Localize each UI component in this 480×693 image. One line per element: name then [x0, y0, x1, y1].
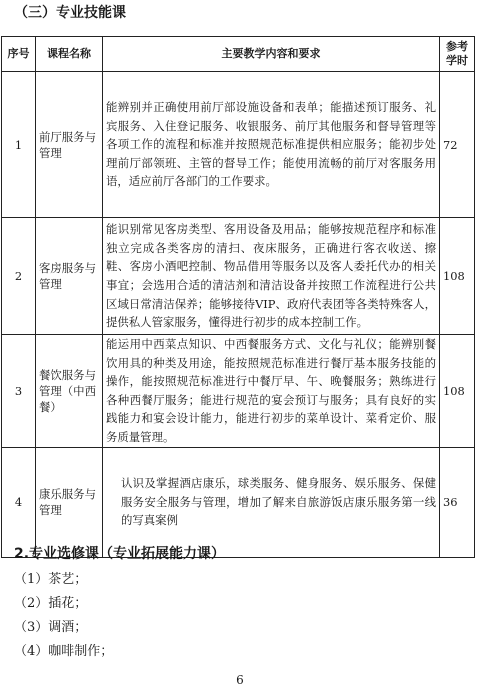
course-hours: 108 — [440, 218, 475, 335]
course-content: 能运用中西菜点知识、中西餐服务方式、文化与礼仪；能辨别餐饮用具的种类及用途，能按照规范标准进行餐厅基本服务技能的操作，能按照规范标准进行中餐厅早、午、晚餐服务；熟练进行各种西餐厅服务；能进行规范的宴会预订与服务；具有良好的实践能力和宴会设计能力，能进行初步的菜单设计、菜肴定价、服务质量管理。 — [103, 335, 440, 448]
list-item: （4）咖啡制作； — [14, 644, 114, 659]
course-name: 康乐服务与管理 — [36, 447, 103, 557]
elective-list — [14, 568, 113, 664]
course-table — [1, 36, 475, 558]
table-row — [2, 335, 475, 448]
course-hours: 72 — [440, 72, 475, 218]
col-header-name: 课程名称 — [36, 37, 103, 72]
row-number: 1 — [2, 72, 36, 218]
col-header-hours-line1: 参考 — [446, 40, 468, 53]
row-number: 2 — [2, 218, 36, 335]
col-header-hours-line2: 学时 — [446, 54, 468, 67]
list-item: （2）插花； — [14, 596, 88, 611]
list-item: （3）调酒； — [14, 620, 88, 635]
list-item: （1）茶艺； — [14, 572, 88, 587]
course-content: 能辨别并正确使用前厅部设施设备和表单；能描述预订服务、礼宾服务、入住登记服务、收银服务、前厅其他服务和督导管理等各项工作的流程和标准并按照规范标准提供相应服务；能初步处理前厅部领班、主管的督导工作；能使用流畅的前厅对客服务用语，适应前厅各部门的工作要求。 — [103, 72, 440, 218]
row-number: 4 — [2, 447, 36, 557]
course-name: 前厅服务与管理 — [36, 72, 103, 218]
section2-heading: 2.专业选修课（专业拓展能力课） — [14, 546, 226, 562]
table-row — [2, 72, 475, 218]
table-header-row — [2, 37, 475, 72]
course-content: 认识及掌握酒店康乐，球类服务、健身服务、娱乐服务、保健服务安全服务与管理，增加了解来自旅游饭店康乐服务第一线的写真案例 — [103, 447, 440, 557]
page-number: 6 — [236, 673, 244, 687]
course-content: 能识别常见客房类型、客用设备及用品；能够按规范程序和标准独立完成各类客房的清扫、夜床服务，正确进行客衣收送、擦鞋、客房小酒吧控制、物品借用等服务以及客人委托代办的相关事宜；会选用合适的清洁剂和清洁设备并按照工作流程进行公共区域日常清洁保养；能够接待VIP、政府代表团等各类特殊客人，提供私人管家服务，懂得进行初步的成本控制工作。 — [103, 218, 440, 335]
col-header-content: 主要教学内容和要求 — [103, 37, 440, 72]
row-number: 3 — [2, 335, 36, 448]
course-hours: 36 — [440, 447, 475, 557]
course-name: 餐饮服务与管理（中西餐） — [36, 335, 103, 448]
col-header-no: 序号 — [2, 37, 36, 72]
section-heading: （三）专业技能课 — [14, 5, 126, 21]
course-name: 客房服务与管理 — [36, 218, 103, 335]
table-row — [2, 447, 475, 557]
col-header-hours — [440, 37, 475, 72]
table-row — [2, 218, 475, 335]
course-hours: 108 — [440, 335, 475, 448]
